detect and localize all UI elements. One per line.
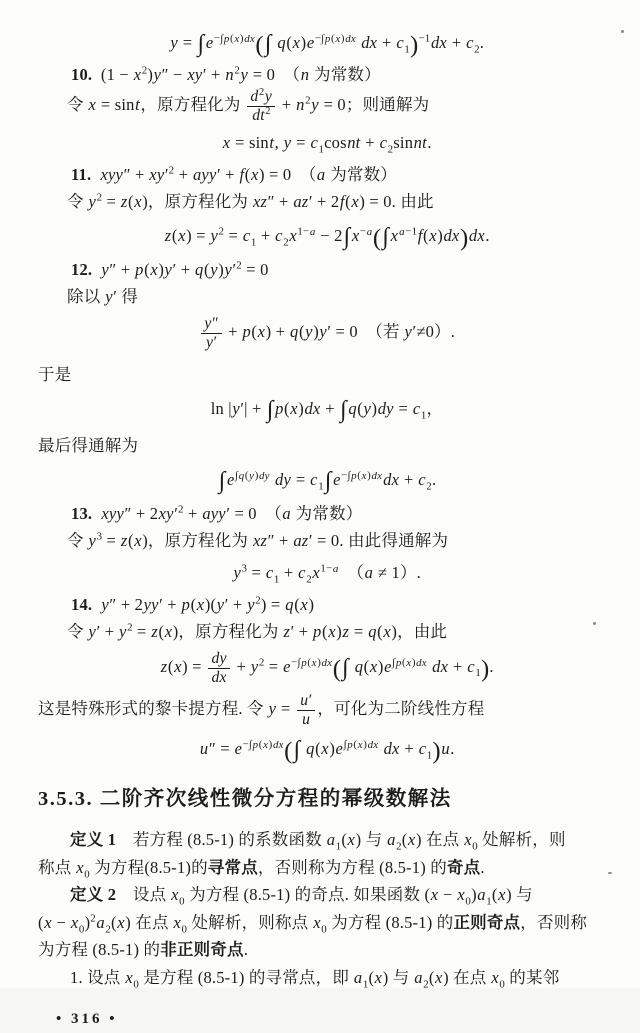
item-10-solution: x = sint, $y = c_1cosnt$ + $c_2sinnt$.: [222, 133, 432, 156]
item-10-substitution: 令 x = sint，原方程化为 $\frac{d^2y}{dt^2}$ + $n^2y = 0$；则通解为: [67, 86, 430, 124]
item-12-divided-equation: $\frac{y''}{y'}$ + p(x) + q(y)y′ = 0 （若 y′≠0）.: [38, 315, 616, 351]
scan-speck: [621, 30, 624, 33]
definition-2-line-3: 为方程 (8.5-1) 的非正则奇点.: [38, 940, 249, 960]
item-13-substitution: 令 $y^3 = z(x)$，原方程化为 xz″ + az′ = 0. 由此得通解为: [67, 530, 449, 551]
case-1-line-1: 1. 设点 $x_0$ 是方程 (8.5-1) 的寻常点，即 $a_1(x)$ 与 $a_2(x)$ 在点 $x_0$ 的某邻: [70, 967, 560, 991]
item-12-divide-note: 除以 y′ 得: [67, 287, 139, 307]
item-12-final-note: 最后得通解为: [38, 436, 139, 456]
item-12-equation: 12. $y'' + p(x)y' + q(y)y'^2 = 0$: [71, 259, 269, 280]
item-10-equation: 10. $(1 - x^2)y'' - xy' + n^2y = 0$ （n 为常数）: [71, 64, 381, 84]
definition-2-line-1: 定义 2 设点 $x_0$ 为方程 (8.5-1) 的奇点. 如果函数 $(x - x_0)a_1(x)$ 与: [70, 885, 533, 908]
item-11-substitution: 令 $y^2 = z(x)$，原方程化为 xz″ + az′ + 2f(x) = 0. 由此: [67, 191, 434, 212]
item-14-equation: 14. $y'' + 2yy' + p(x)(y' + y^2) = q(x)$: [71, 594, 315, 615]
item-13-equation: 13. $xyy'' + 2xy'^2 + ayy' = 0$ （a 为常数）: [71, 503, 363, 524]
definition-1-line-1: 定义 1 若方程 (8.5-1) 的系数函数 $a_1(x)$ 与 $a_2(x)$ 在点 $x_0$ 处解析，则: [70, 830, 566, 853]
formula-top-general-solution: $y = \int e^{-\int p(x)dx}(\int$ $q(x)e^{-\int p(x)dx}$ dx + $c_1)^{-1}dx + c_2$.: [170, 30, 485, 59]
scan-speck: [608, 872, 612, 874]
item-11-equation: 11. $xyy'' + xy'^2 + ayy' + f(x) = 0$ （a 为常数）: [71, 164, 397, 185]
item-12-general-solution: $\int e^{\int q(y)dy}$ dy = $c_1\int e^{-\int p(x)dx}dx + c_2$.: [218, 468, 437, 495]
definition-2-line-2: $(x - x_0)^2a_2(x)$ 在点 $x_0$ 处解析，则称点 $x_0$ 为方程 (8.5-1) 的正则奇点，否则称: [38, 912, 588, 936]
item-12-integrated-equation: $\ln |y'| + \int p(x)dx + \int q(y)dy = c_1$，: [210, 397, 444, 424]
item-13-solution: $y^3 = c_1 + c_2x^{1-a}$ （a ≠ 1）.: [233, 562, 421, 586]
riccati-linear-equation: $u'' = e^{-\int p(x)dx}(\int$ $q(x)e^{\int p(x)dx}$ dx + $c_1)u$.: [199, 737, 455, 765]
riccati-remark: 这是特殊形式的黎卡提方程. 令 y = $\frac{u'}{u}$ ，可化为二阶线性方程: [38, 692, 485, 728]
scan-speck: [593, 622, 596, 625]
section-heading: 3.5.3. 二阶齐次线性微分方程的幂级数解法: [38, 788, 452, 811]
item-11-solution: $z(x) = y^2 = c_1 + c_2x^{1-a} - 2\int x^{-a}(\int x^{a-1}f(x)dx)dx$.: [164, 223, 490, 252]
page-number: • 316 •: [56, 1011, 118, 1028]
item-14-solution: z(x) = $\frac{dy}{dx}$ + $y^2 = e^{-\int p(x)dx}(\int$ $q(x)e^{\int p(x)dx}$ dx + $c_1$).: [160, 650, 494, 686]
item-14-substitution: 令 $y' + y^2 = z(x)$，原方程化为 z′ + p(x)z = q(x)，由此: [67, 621, 448, 642]
item-12-thus-note: 于是: [38, 365, 72, 385]
definition-1-line-2: 称点 $x_0$ 为方程(8.5-1)的寻常点，否则称为方程 (8.5-1) 的奇点.: [38, 857, 485, 881]
